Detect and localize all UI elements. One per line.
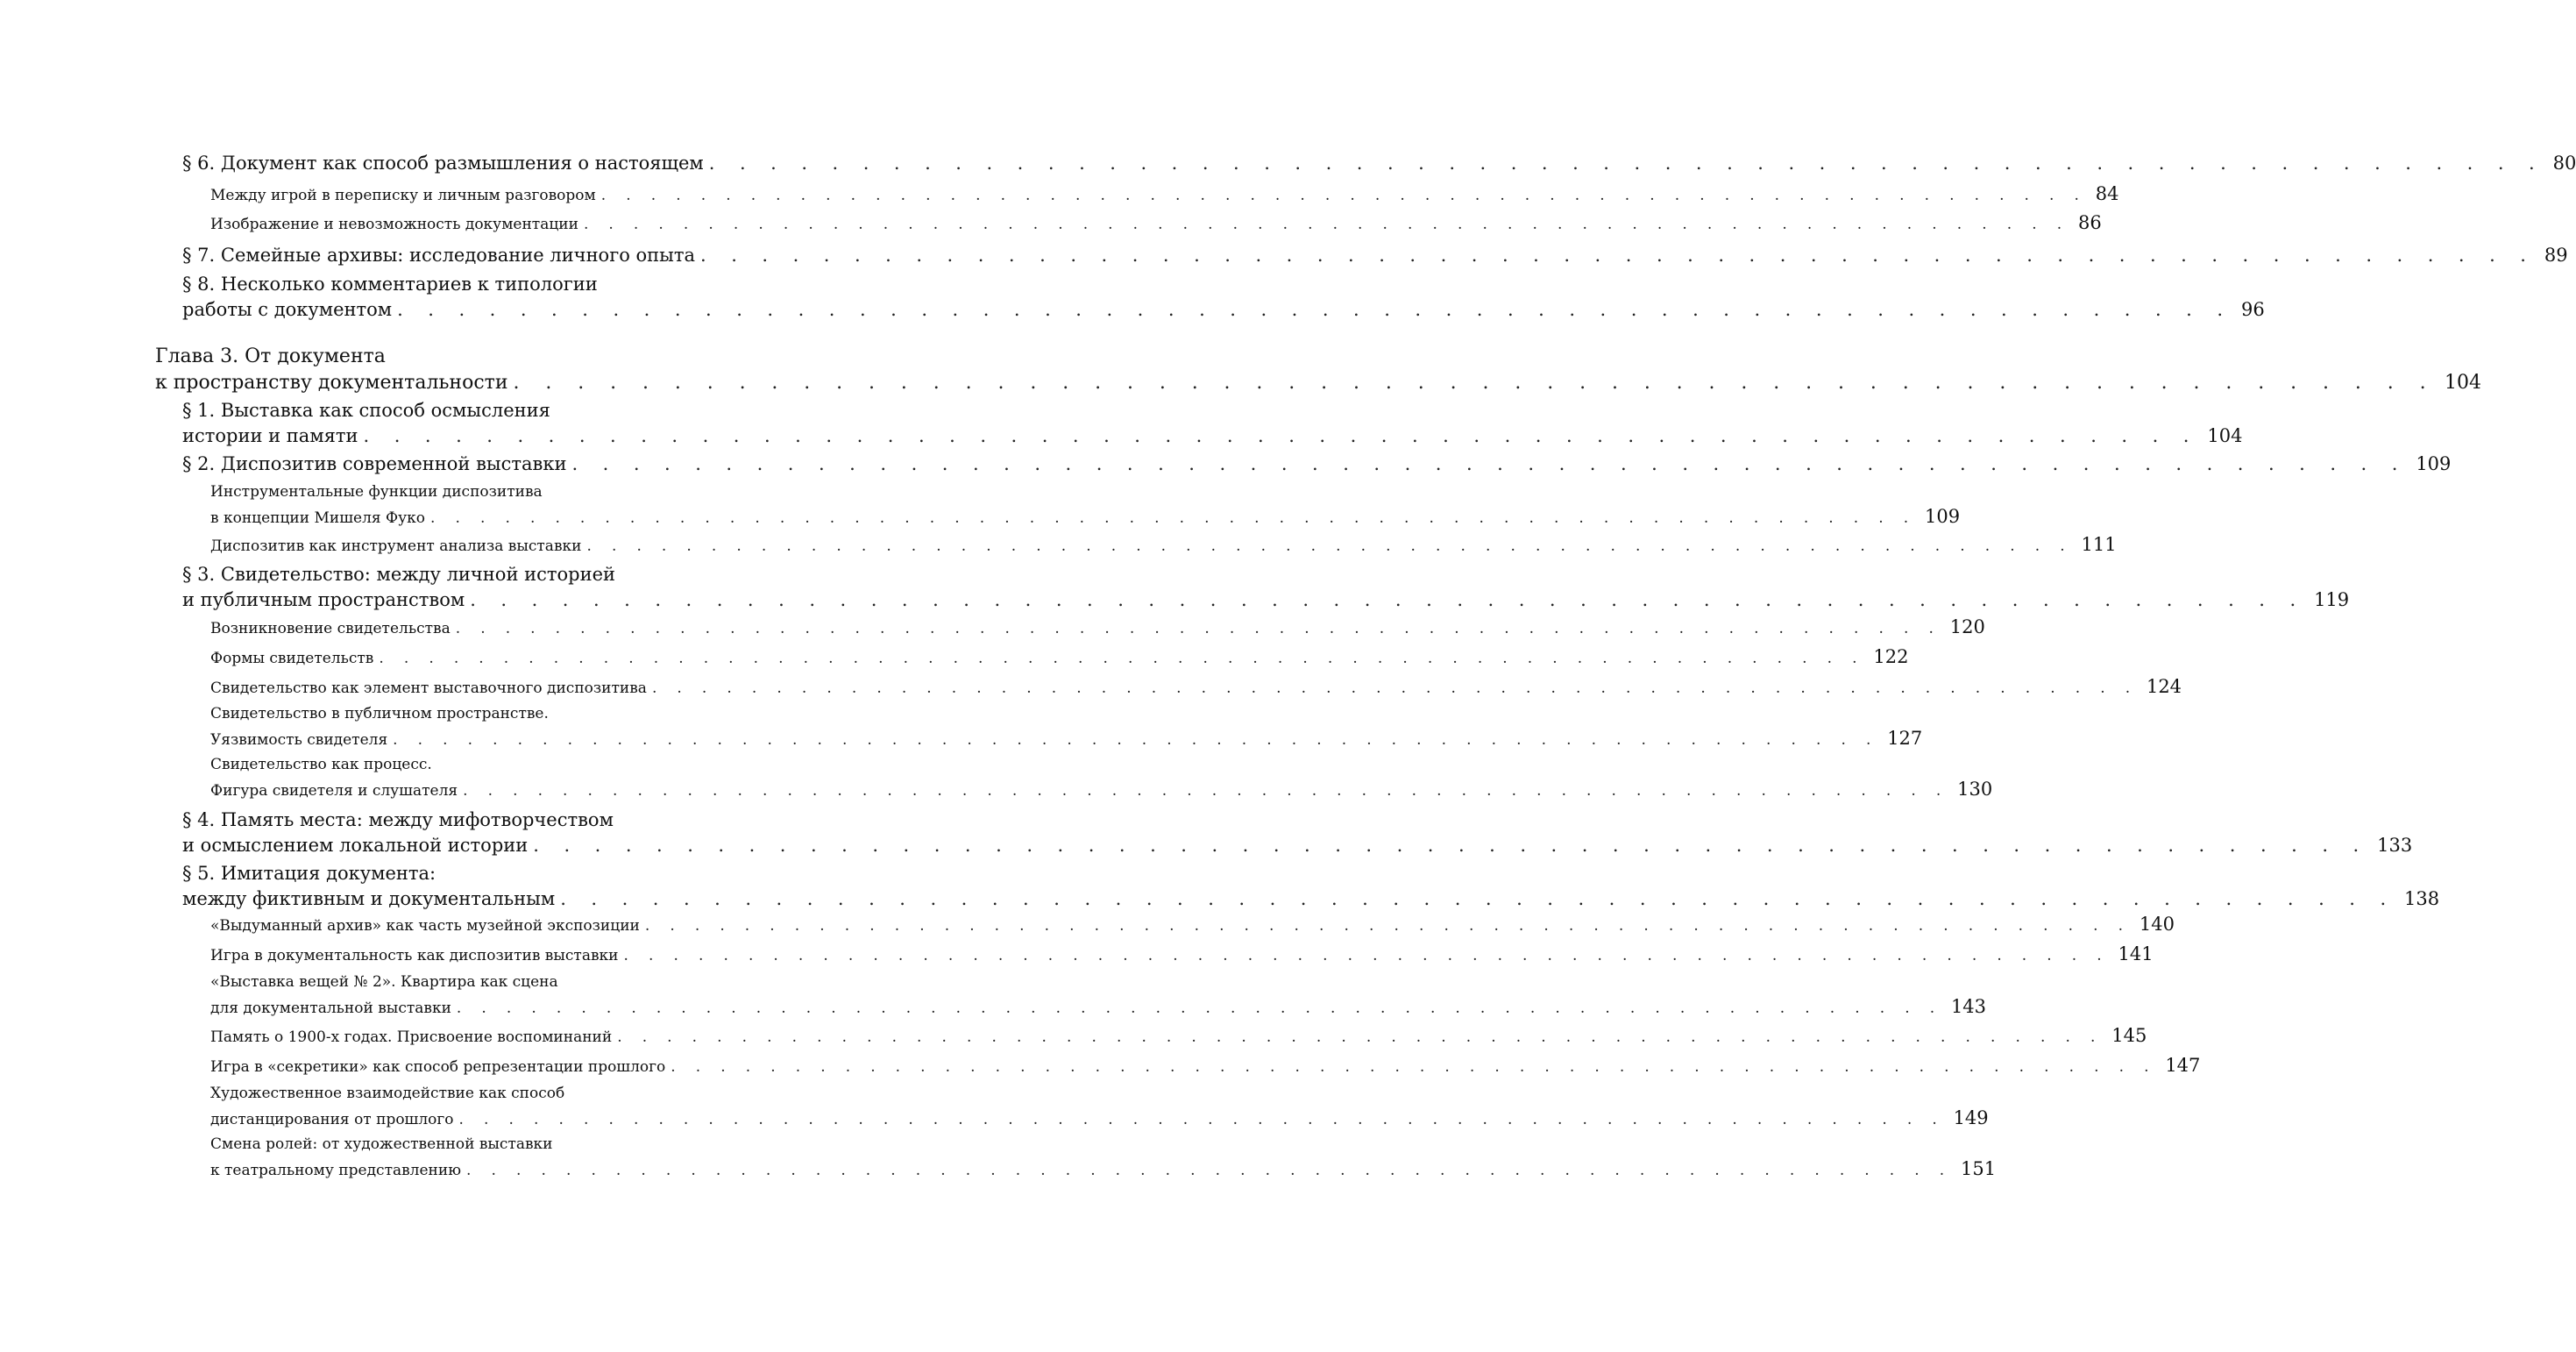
toc-entry: [182, 453, 2452, 474]
toc-entry: [210, 1135, 1997, 1179]
toc-entry: [210, 705, 1923, 749]
toc-entry-title: § 6. Документ как способ размышления о настоящем: [182, 153, 704, 174]
toc-entry-title: «Выдуманный архив» как часть музейной экспозиции: [210, 917, 640, 935]
dot-leader: . . . . . . . . . . . . . . . . . . . . . . . . . . . . . . . . . . . . . . . . . . . . . . . . . . . . . . . . . . . .: [586, 537, 2073, 555]
dot-leader: . . . . . . . . . . . . . . . . . . . . . . . . . . . . . . . . . . . . . . . . . . . . . . . . . . . . . . . . . . . .: [458, 1111, 1945, 1128]
toc-page-number: 104: [2445, 372, 2482, 394]
toc-entry-title: Возникновение свидетельства: [210, 620, 451, 637]
dot-leader: . . . . . . . . . . . . . . . . . . . . . . . . . . . . . . . . . . . . . . . . . . . . . . . . . . . . . . . . . . . .: [455, 620, 1941, 637]
toc-entry-title: § 3. Свидетельство: между личной историей: [182, 564, 616, 585]
toc-entry-title: между фиктивным и документальным: [182, 888, 556, 909]
toc-chapter-title: к пространству документальности: [155, 372, 508, 394]
toc-entry: [210, 973, 1987, 1017]
toc-entry-title: Свидетельство как процесс.: [210, 756, 432, 773]
toc-page-number: 133: [2377, 835, 2413, 856]
toc-entry-title: Между игрой в переписку и личным разговором: [210, 187, 596, 204]
toc-entry-title: Фигура свидетеля и слушателя: [210, 782, 458, 800]
toc-page-number: 109: [1925, 506, 1961, 527]
dot-leader: . . . . . . . . . . . . . . . . . . . . . . . . . . . . . . . . . . . . . . . . . . . . . . . . . . . . . . . . . . . .: [379, 650, 1865, 667]
toc-entry-title: истории и памяти: [182, 425, 358, 446]
dot-leader: . . . . . . . . . . . . . . . . . . . . . . . . . . . . . . . . . . . . . . . . . . . . . . . . . . . . . . . . . . . .: [430, 509, 1917, 527]
dot-leader: . . . . . . . . . . . . . . . . . . . . . . . . . . . . . . . . . . . . . . . . . . . . . . . . . . . . . . . . . . . .: [393, 731, 1879, 749]
toc-page-number: 143: [1950, 996, 1987, 1017]
dot-leader: . . . . . . . . . . . . . . . . . . . . . . . . . . . . . . . . . . . . . . . . . . . . . . . . . . . . . . . . . . . .: [583, 216, 2069, 233]
toc-entry: [210, 1085, 1989, 1128]
toc-page-number: 151: [1961, 1158, 1997, 1179]
toc-entry: [182, 564, 2350, 610]
toc-chapter-title: Глава 3. От документа: [155, 345, 386, 367]
toc-chapter-entry: [155, 345, 2482, 394]
dot-leader: . . . . . . . . . . . . . . . . . . . . . . . . . . . . . . . . . . . . . . . . . . . . . . . . . . . . . . . . . . . .: [708, 153, 2544, 174]
toc-entry-title: Игра в «секретики» как способ репрезентации прошлого: [210, 1058, 666, 1076]
toc-page-number: 96: [2240, 299, 2265, 320]
dot-leader: . . . . . . . . . . . . . . . . . . . . . . . . . . . . . . . . . . . . . . . . . . . . . . . . . . . . . . . . . . . .: [617, 1028, 2104, 1046]
toc-entry: [182, 153, 2576, 174]
toc-entry-title: Память о 1900-х годах. Присвоение воспоминаний: [210, 1028, 613, 1046]
dot-leader: . . . . . . . . . . . . . . . . . . . . . . . . . . . . . . . . . . . . . . . . . . . . . . . . . . . . . . . . . . . .: [513, 372, 2437, 394]
toc-page-number: 149: [1953, 1107, 1989, 1128]
dot-leader: . . . . . . . . . . . . . . . . . . . . . . . . . . . . . . . . . . . . . . . . . . . . . . . . . . . . . . . . . . . .: [651, 680, 2138, 697]
dot-leader: . . . . . . . . . . . . . . . . . . . . . . . . . . . . . . . . . . . . . . . . . . . . . . . . . . . . . . . . . . . .: [470, 589, 2306, 610]
toc-entry-title: § 5. Имитация документа:: [182, 863, 436, 884]
toc-page-number: 120: [1949, 616, 1985, 637]
toc-page-number: 122: [1873, 646, 1909, 667]
dot-leader: . . . . . . . . . . . . . . . . . . . . . . . . . . . . . . . . . . . . . . . . . . . . . . . . . . . . . . . . . . . .: [456, 1000, 1942, 1017]
dot-leader: . . . . . . . . . . . . . . . . . . . . . . . . . . . . . . . . . . . . . . . . . . . . . . . . . . . . . . . . . . . .: [466, 1162, 1953, 1179]
toc-page-number: 145: [2111, 1025, 2147, 1046]
toc-page-number: 80: [2552, 153, 2576, 174]
dot-leader: . . . . . . . . . . . . . . . . . . . . . . . . . . . . . . . . . . . . . . . . . . . . . . . . . . . . . . . . . . . .: [363, 425, 2199, 446]
toc-page-number: 147: [2165, 1055, 2201, 1076]
toc-entry: [210, 914, 2175, 935]
toc-entry-title: Изображение и невозможность документации: [210, 216, 578, 233]
toc-entry-title: Свидетельство как элемент выставочного диспозитива: [210, 680, 647, 697]
toc-page-number: 127: [1887, 728, 1923, 749]
toc-entry: [182, 809, 2413, 856]
toc-entry-title: к театральному представлению: [210, 1162, 461, 1179]
toc-page-number: 124: [2146, 676, 2182, 697]
toc-page-number: 130: [1957, 779, 1993, 800]
toc-entry-title: «Выставка вещей № 2». Квартира как сцена: [210, 973, 558, 991]
toc-entry: [182, 863, 2440, 909]
toc-entry: [182, 245, 2568, 266]
toc-entry: [210, 534, 2117, 555]
toc-page-number: 104: [2207, 425, 2243, 446]
toc-entry: [210, 183, 2119, 204]
toc-entry-title: Диспозитив как инструмент анализа выставки: [210, 537, 582, 555]
toc-entry-title: Формы свидетельств: [210, 650, 374, 667]
dot-leader: . . . . . . . . . . . . . . . . . . . . . . . . . . . . . . . . . . . . . . . . . . . . . . . . . . . . . . . . . . . .: [644, 917, 2131, 935]
dot-leader: . . . . . . . . . . . . . . . . . . . . . . . . . . . . . . . . . . . . . . . . . . . . . . . . . . . . . . . . . . . .: [700, 245, 2536, 266]
toc-entry-title: Свидетельство в публичном пространстве.: [210, 705, 549, 722]
toc-entry-title: и осмыслением локальной истории: [182, 835, 529, 856]
toc-entry-title: § 1. Выставка как способ осмысления: [182, 400, 550, 421]
toc-page-number: 119: [2314, 589, 2350, 610]
toc-entry: [182, 400, 2243, 446]
toc-page-number: 111: [2081, 534, 2117, 555]
toc-entry-title: § 4. Память места: между мифотворчеством: [182, 809, 614, 830]
toc-entry: [210, 646, 1909, 667]
toc-page-number: 138: [2404, 888, 2440, 909]
toc-entry-title: в концепции Мишеля Фуко: [210, 509, 425, 527]
toc-entry-title: Художественное взаимодействие как способ: [210, 1085, 565, 1102]
toc-entry: [210, 756, 1993, 800]
toc-entry-title: Игра в документальность как диспозитив выставки: [210, 947, 619, 964]
toc-entry-title: и публичным пространством: [182, 589, 465, 610]
toc-entry-title: работы с документом: [182, 299, 393, 320]
toc-entry: [210, 212, 2102, 233]
toc-page-number: 141: [2118, 943, 2154, 964]
toc-entry-title: Уязвимость свидетеля: [210, 731, 388, 749]
dot-leader: . . . . . . . . . . . . . . . . . . . . . . . . . . . . . . . . . . . . . . . . . . . . . . . . . . . . . . . . . . . .: [600, 187, 2087, 204]
toc-entry: [210, 616, 1985, 637]
toc-entry-title: дистанцирования от прошлого: [210, 1111, 454, 1128]
toc-entry: [210, 1025, 2147, 1046]
toc-entry: [210, 676, 2182, 697]
toc-entry-title: § 2. Диспозитив современной выставки: [182, 453, 567, 474]
dot-leader: . . . . . . . . . . . . . . . . . . . . . . . . . . . . . . . . . . . . . . . . . . . . . . . . . . . . . . . . . . . .: [463, 782, 1949, 800]
toc-page-number: 89: [2544, 245, 2568, 266]
dot-leader: . . . . . . . . . . . . . . . . . . . . . . . . . . . . . . . . . . . . . . . . . . . . . . . . . . . . . . . . . . . .: [623, 947, 2110, 964]
toc-entry: [182, 274, 2265, 320]
dot-leader: . . . . . . . . . . . . . . . . . . . . . . . . . . . . . . . . . . . . . . . . . . . . . . . . . . . . . . . . . . . .: [533, 835, 2369, 856]
dot-leader: . . . . . . . . . . . . . . . . . . . . . . . . . . . . . . . . . . . . . . . . . . . . . . . . . . . . . . . . . . . .: [560, 888, 2396, 909]
dot-leader: . . . . . . . . . . . . . . . . . . . . . . . . . . . . . . . . . . . . . . . . . . . . . . . . . . . . . . . . . . . .: [397, 299, 2232, 320]
toc-entry-title: Инструментальные функции диспозитива: [210, 483, 543, 501]
toc-entry-title: § 8. Несколько комментариев к типологии: [182, 274, 598, 295]
toc-entry-title: § 7. Семейные архивы: исследование личного опыта: [182, 245, 696, 266]
toc-entry: [210, 943, 2154, 964]
toc-entry-title: Смена ролей: от художественной выставки: [210, 1135, 553, 1153]
toc-entry-title: для документальной выставки: [210, 1000, 451, 1017]
toc-entry: [210, 1055, 2201, 1076]
toc-page-number: 84: [2095, 183, 2119, 204]
toc-page-number: 140: [2139, 914, 2175, 935]
dot-leader: . . . . . . . . . . . . . . . . . . . . . . . . . . . . . . . . . . . . . . . . . . . . . . . . . . . . . . . . . . . .: [571, 453, 2408, 474]
toc-page-number: 109: [2416, 453, 2452, 474]
toc-entry: [210, 483, 1961, 527]
dot-leader: . . . . . . . . . . . . . . . . . . . . . . . . . . . . . . . . . . . . . . . . . . . . . . . . . . . . . . . . . . . .: [671, 1058, 2157, 1076]
toc-page-number: 86: [2077, 212, 2102, 233]
